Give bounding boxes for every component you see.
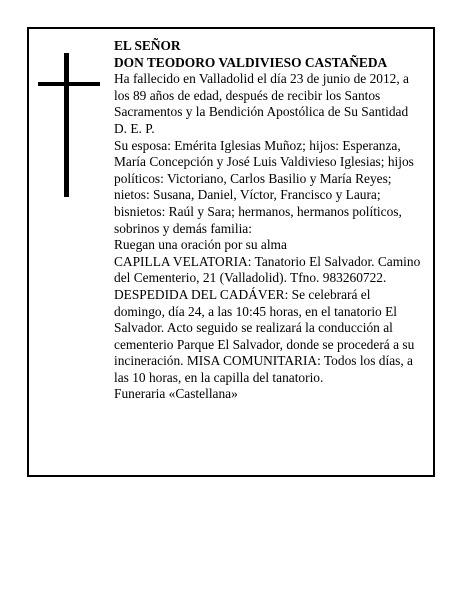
chapel-info: CAPILLA VELATORIA: Tanatorio El Salvador. Camino del Cementerio, 21 (Valladolid). Tfno. 983260722.	[114, 253, 421, 286]
funeral-home: Funeraria «Castellana»	[114, 386, 238, 402]
cross-horizontal-bar	[38, 82, 100, 86]
family-list: Su esposa: Emérita Iglesias Muñoz; hijos: Esperanza, María Concepción y José Luis Valdivieso Iglesias; hijos políticos: Victoriano, Carlos Basilio y María Reyes; nietos: Susana, Daniel, Víctor, Francisco y Laura; bisnietos: Raúl y Sara; hermanos, hermanos políticos, sobrinos y demás familia:	[114, 137, 414, 236]
death-announcement: Ha fallecido en Valladolid el día 23 de junio de 2012, a los 89 años de edad, después de recibir los Santos Sacramentos y la Bendición Apostólica de Su Santidad D. E. P.	[114, 71, 410, 136]
notice-text-block	[114, 38, 424, 403]
notice-title-line-1: EL SEÑOR	[114, 38, 181, 53]
farewell-info: DESPEDIDA DEL CADÁVER: Se celebrará el domingo, día 24, a las 10:45 horas, en el tanatorio El Salvador. Acto seguido se realizará la conducción al cementerio Parque El Salvador, donde se procederá a su incineración. MISA COMUNITARIA: Todos los días, a las 10 horas, en la capilla del tanatorio.	[114, 286, 415, 385]
deceased-name: DON TEODORO VALDIVIESO CASTAÑEDA	[114, 54, 388, 70]
cross-vertical-bar	[64, 53, 69, 197]
prayer-request: Ruegan una oración por su alma	[114, 237, 287, 253]
cross-icon	[38, 53, 100, 197]
